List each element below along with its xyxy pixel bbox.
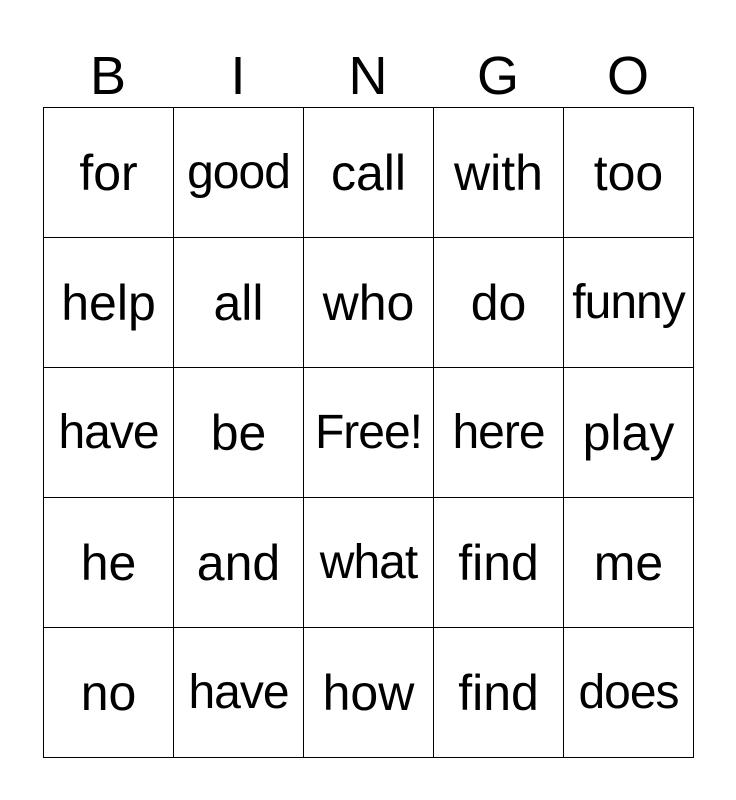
- bingo-cell-r3-c5: play: [564, 368, 694, 498]
- header-letter-n: N: [348, 46, 388, 106]
- bingo-cell-r2-c5: funny: [564, 238, 694, 368]
- bingo-cell-r3-c2: be: [174, 368, 304, 498]
- bingo-cell-r4-c1: he: [44, 498, 174, 628]
- bingo-cell-r3-c1: have: [44, 368, 174, 498]
- bingo-cell-r3-c4: here: [434, 368, 564, 498]
- bingo-cell-r5-c1: no: [44, 628, 174, 758]
- bingo-cell-r4-c5: me: [564, 498, 694, 628]
- header-letter-g: G: [476, 46, 519, 106]
- bingo-cell-r1-c1: for: [44, 108, 174, 238]
- bingo-cell-r5-c3: how: [304, 628, 434, 758]
- header-letter-b: B: [89, 46, 127, 106]
- bingo-cell-r1-c5: too: [564, 108, 694, 238]
- bingo-cell-r4-c3: what: [304, 498, 434, 628]
- bingo-cell-r4-c4: find: [434, 498, 564, 628]
- bingo-cell-r5-c2: have: [174, 628, 304, 758]
- bingo-cell-r4-c2: and: [174, 498, 304, 628]
- bingo-header: [43, 42, 693, 106]
- bingo-cell-r2-c1: help: [44, 238, 174, 368]
- bingo-board: [43, 107, 694, 758]
- bingo-cell-r1-c2: good: [174, 108, 304, 238]
- header-letter-i: I: [230, 46, 246, 106]
- bingo-cell-free-space: Free!: [304, 368, 434, 498]
- header-letter-o: O: [606, 46, 649, 106]
- bingo-cell-r2-c4: do: [434, 238, 564, 368]
- bingo-cell-r2-c2: all: [174, 238, 304, 368]
- bingo-cell-r1-c3: call: [304, 108, 434, 238]
- bingo-cell-r5-c5: does: [564, 628, 694, 758]
- bingo-cell-r1-c4: with: [434, 108, 564, 238]
- bingo-cell-r5-c4: find: [434, 628, 564, 758]
- bingo-cell-r2-c3: who: [304, 238, 434, 368]
